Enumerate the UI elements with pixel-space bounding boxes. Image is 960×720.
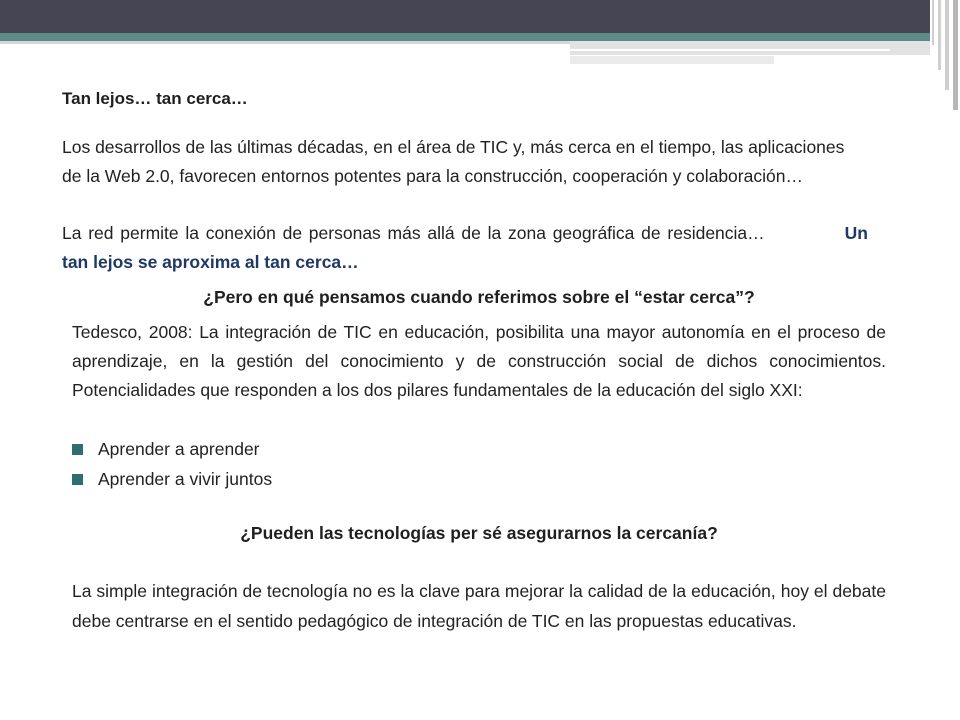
paragraph-red xyxy=(62,219,868,277)
paragraph-integracion: La simple integración de tecnología no es la clave para mejorar la calidad de la educación, hoy el debate debe centrarse en el sentido pedagógico de integración de TIC en las propuestas educativas. xyxy=(72,581,886,631)
paragraph-red-text: La red permite la conexión de personas más allá de la zona geográfica de residencia… xyxy=(62,223,765,243)
bullet-text: Aprender a aprender xyxy=(98,438,260,459)
square-bullet-icon xyxy=(72,444,83,455)
bullet-list xyxy=(72,434,272,494)
square-bullet-icon xyxy=(72,474,83,485)
list-item xyxy=(72,464,272,494)
slide-title: Tan lejos… tan cerca… xyxy=(62,89,248,108)
question-cercania: ¿Pueden las tecnologías per sé asegurarnos la cercanía? xyxy=(240,523,718,543)
paragraph-desarrollos: Los desarrollos de las últimas décadas, en el área de TIC y, más cerca en el tiempo, las aplicaciones de la Web 2.0, favorecen entornos potentes para la construcción, cooperación y colaboración… xyxy=(62,137,845,186)
highlight-text: Un tan lejos se aproxima al tan cerca… xyxy=(62,223,868,272)
bullet-text: Aprender a vivir juntos xyxy=(98,468,273,489)
question-estar-cerca: ¿Pero en qué pensamos cuando referimos sobre el “estar cerca”? xyxy=(203,287,755,307)
paragraph-tedesco: Tedesco, 2008: La integración de TIC en educación, posibilita una mayor autonomía en el proceso de aprendizaje, en la gestión del conocimiento y de construcción social de dichos conocimientos. Potencialidades que responden a los dos pilares fundamentales de la educación del siglo XXI: xyxy=(72,322,886,400)
list-item xyxy=(72,434,272,464)
